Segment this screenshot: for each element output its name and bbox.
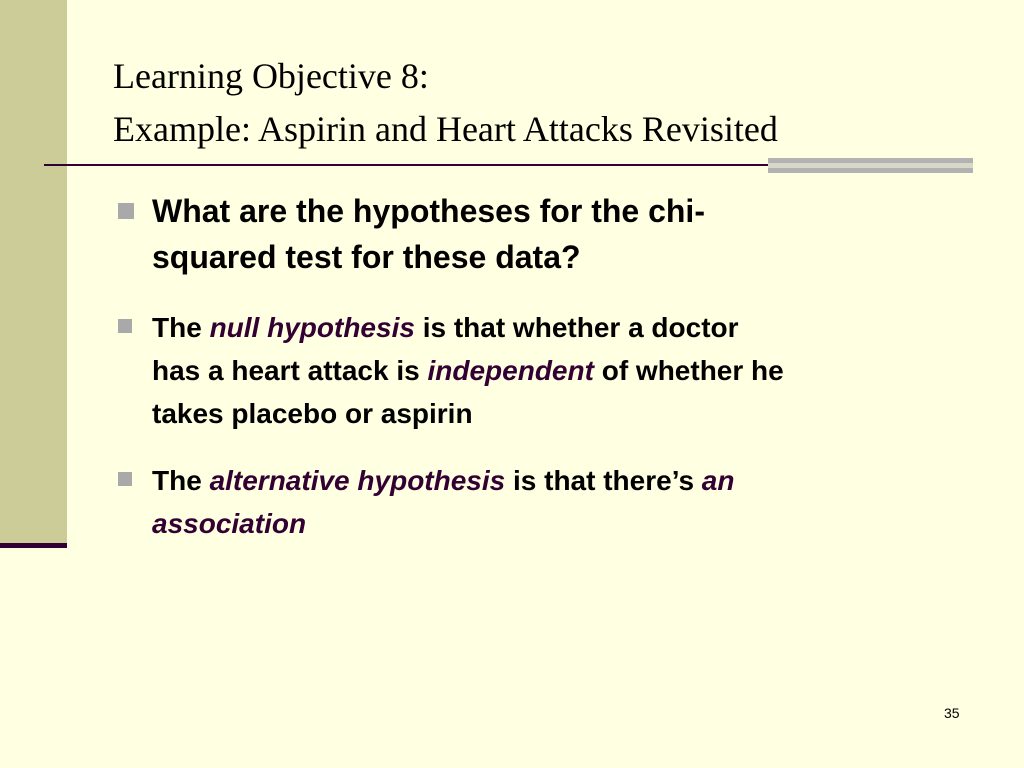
alt-pre: The	[152, 465, 210, 496]
title-line-1: Learning Objective 8:	[113, 56, 429, 96]
divider-block-bottom	[768, 168, 973, 173]
bullet-alternative-hypothesis	[118, 459, 978, 545]
alt-mid: is that there’s	[505, 465, 702, 496]
association-term-part-1: an	[701, 465, 735, 496]
bullet-square-icon	[118, 203, 134, 219]
null-post-2: takes placebo or aspirin	[152, 398, 473, 429]
null-mid-1: is that whether a doctor	[414, 312, 739, 343]
title-divider	[44, 164, 768, 166]
bullet-null-hypothesis	[118, 306, 978, 435]
left-accent-underline	[0, 543, 67, 548]
left-accent-bar	[0, 0, 67, 548]
question-line-1: What are the hypotheses for the chi-	[152, 193, 705, 229]
alternative-hypothesis-term: alternative hypothesis	[209, 465, 506, 496]
title-line-2: Example: Aspirin and Heart Attacks Revisited	[113, 109, 778, 149]
independent-term: independent	[427, 355, 594, 386]
slide-title	[113, 50, 993, 156]
null-mid-2: has a heart attack is	[152, 355, 428, 386]
null-post-1: of whether he	[593, 355, 784, 386]
bullet-list	[118, 188, 978, 569]
null-pre: The	[152, 312, 210, 343]
null-hypothesis-term: null hypothesis	[209, 312, 415, 343]
page-number: 35	[944, 705, 960, 721]
bullet-square-icon	[118, 319, 132, 333]
bullet-square-icon	[118, 472, 132, 486]
association-term-part-2: association	[152, 508, 307, 539]
bullet-question	[118, 188, 978, 280]
question-line-2: squared test for these data?	[152, 239, 581, 275]
